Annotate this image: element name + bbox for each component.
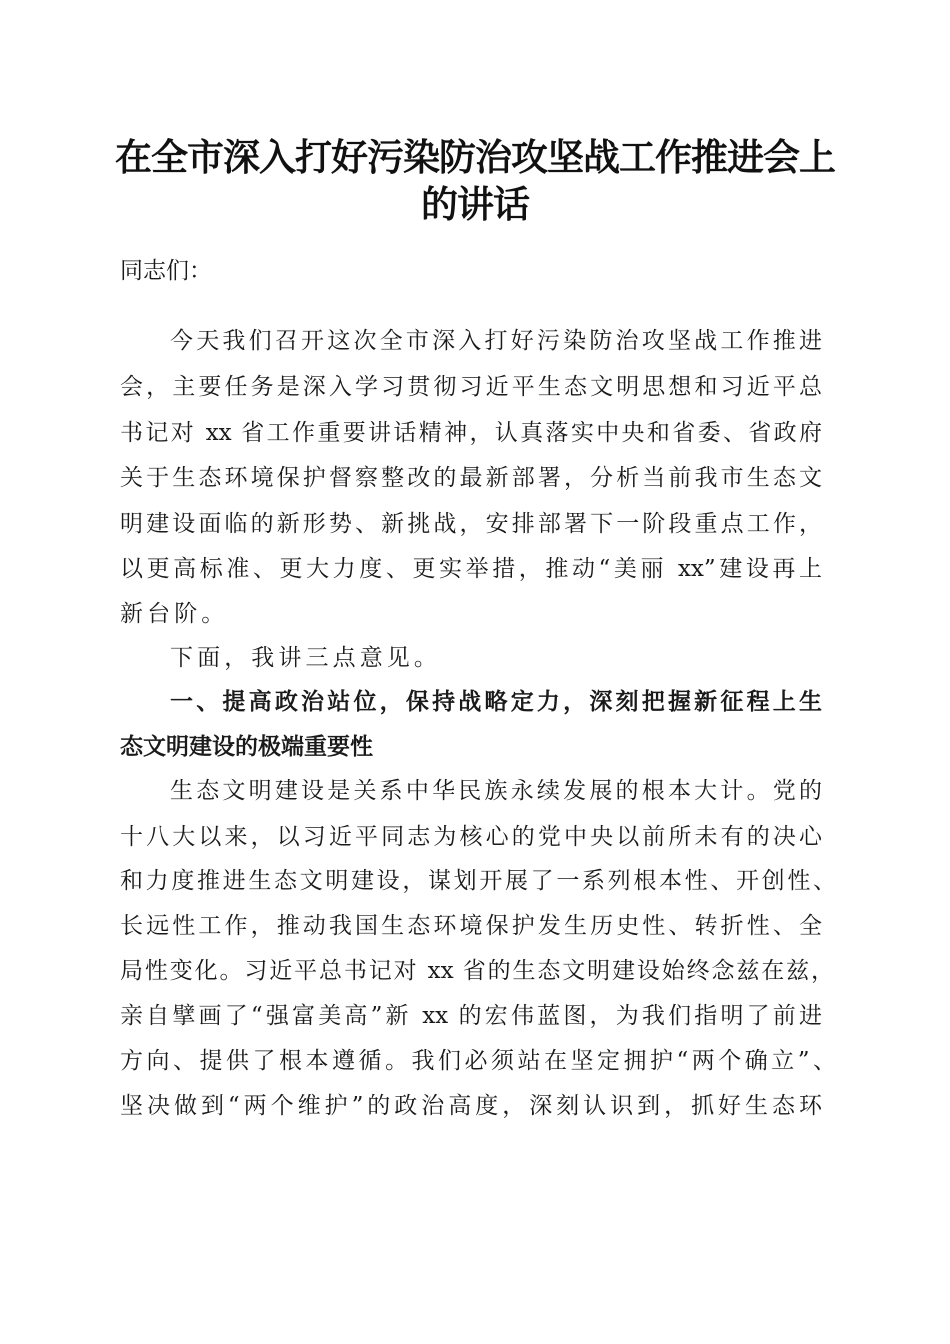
salutation: 同志们： xyxy=(120,258,212,284)
paragraph-3-line-3: 和力度推进生态文明建设，谋划开展了一系列根本性、开创性、 xyxy=(120,868,836,894)
paragraph-3-line-1: 生态文明建设是关系中华民族永续发展的根本大计。党的 xyxy=(170,778,822,804)
paragraph-2: 下面，我讲三点意见。 xyxy=(170,645,441,671)
paragraph-3-line-6: 亲自擘画了“强富美高”新 xx 的宏伟蓝图，为我们指明了前进 xyxy=(120,1003,822,1029)
paragraph-3-line-4: 长远性工作，推动我国生态环境保护发生历史性、转折性、全 xyxy=(120,913,822,939)
section-heading-1-line-1: 一、提高政治站位，保持战略定力，深刻把握新征程上生 xyxy=(170,689,822,715)
document-title-line-2: 的讲话 xyxy=(421,182,529,226)
paragraph-3-line-7: 方向、提供了根本遵循。我们必须站在坚定拥护“两个确立”、 xyxy=(120,1048,836,1074)
paragraph-1-line-3: 书记对 xx 省工作重要讲话精神，认真落实中央和省委、省政府 xyxy=(120,420,822,446)
section-heading-1-line-2: 态文明建设的极端重要性 xyxy=(120,734,373,760)
paragraph-1-line-5: 明建设面临的新形势、新挑战，安排部署下一阶段重点工作， xyxy=(120,511,822,537)
paragraph-1-line-6: 以更高标准、更大力度、更实举措，推动“美丽 xx”建设再上 xyxy=(120,556,822,582)
paragraph-1-line-7: 新台阶。 xyxy=(120,601,229,627)
paragraph-3-line-8: 坚决做到“两个维护”的政治高度，深刻认识到，抓好生态环 xyxy=(120,1093,822,1119)
paragraph-1-line-2: 会，主要任务是深入学习贯彻习近平生态文明思想和习近平总 xyxy=(120,374,822,400)
paragraph-1-line-4: 关于生态环境保护督察整改的最新部署，分析当前我市生态文 xyxy=(120,465,822,491)
paragraph-3-line-5: 局性变化。习近平总书记对 xx 省的生态文明建设始终念兹在兹， xyxy=(120,958,834,984)
document-title-line-1: 在全市深入打好污染防治攻坚战工作推进会上 xyxy=(115,135,835,179)
paragraph-1-line-1: 今天我们召开这次全市深入打好污染防治攻坚战工作推进 xyxy=(170,328,822,354)
paragraph-3-line-2: 十八大以来，以习近平同志为核心的党中央以前所未有的决心 xyxy=(120,824,822,850)
